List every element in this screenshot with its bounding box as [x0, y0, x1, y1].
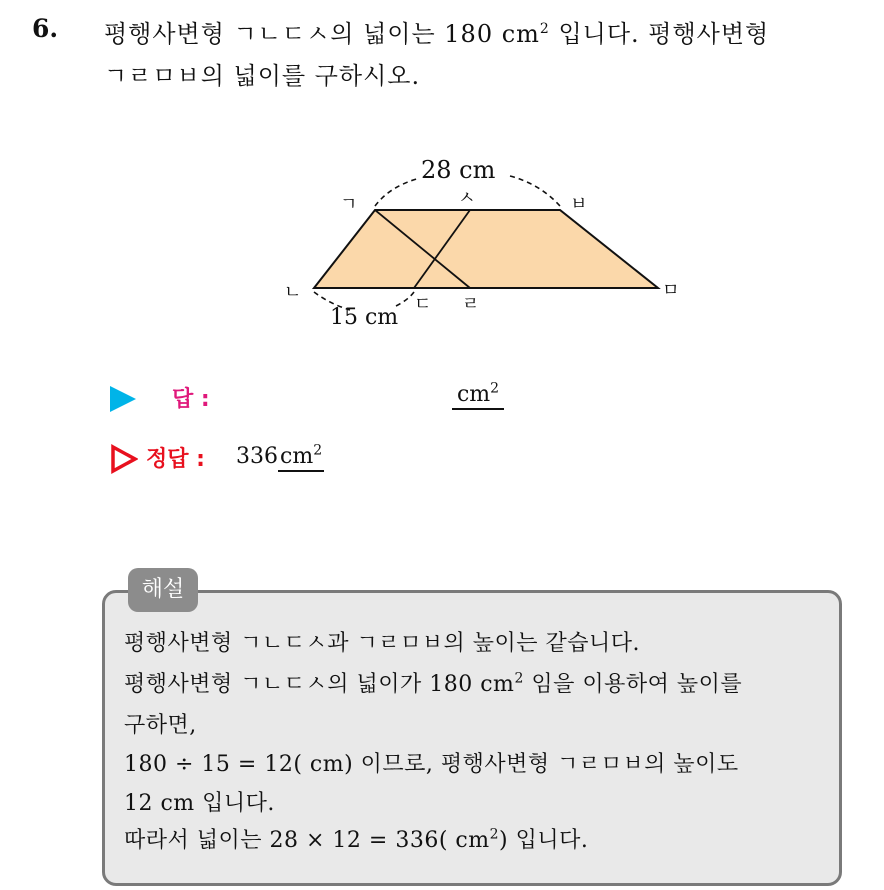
question-number: 6. [32, 14, 59, 43]
explanation-text-part: 평행사변형 ㄱㄴㄷㅅ의 넓이가 180 cm [124, 672, 515, 697]
correct-answer-unit-wrap [278, 444, 324, 472]
trapezoid-shape [314, 210, 658, 288]
bottom-dimension-arc [396, 292, 414, 306]
superscript: 2 [313, 442, 323, 459]
vertex-label-g: ㄱ [340, 194, 358, 215]
vertex-label-d: ㄷ [414, 294, 432, 315]
explanation-line-6 [124, 823, 588, 854]
vertex-label-b: ㅂ [570, 194, 588, 215]
answer-blank[interactable] [452, 382, 504, 410]
explanation-line-1: 평행사변형 ㄱㄴㄷㅅ과 ㄱㄹㅁㅂ의 높이는 같습니다. [124, 631, 641, 656]
vertex-label-r: ㄹ [462, 294, 480, 315]
explanation-line-3: 구하면, [124, 713, 197, 738]
parallelogram-figure [270, 148, 710, 338]
play-triangle-icon [110, 386, 136, 412]
vertex-label-m: ㅁ [662, 280, 680, 301]
explanation-tag: 해설 [128, 568, 198, 612]
top-dimension-arc [375, 178, 420, 206]
question-text-line-2: ㄱㄹㅁㅂ의 넓이를 구하시오. [104, 62, 421, 90]
vertex-label-n: ㄴ [284, 282, 302, 303]
explanation-line-2 [124, 667, 742, 698]
correct-answer-label: 정답 : [146, 447, 205, 472]
superscript: 2 [539, 21, 550, 37]
explanation-text-part: 따라서 넓이는 28 × 12 = 336( cm [124, 828, 490, 853]
explanation-text-part: ) 입니다. [499, 828, 589, 853]
superscript: 2 [490, 380, 500, 397]
question-text-line-1 [104, 14, 769, 49]
correct-answer-value: 336 [236, 444, 278, 469]
bottom-length-label: 15 cm [330, 305, 399, 330]
vertex-label-s: ㅅ [458, 188, 476, 209]
correct-answer-value-wrap [236, 444, 324, 469]
explanation-line-4: 180 ÷ 15 = 12( cm) 이므로, 평행사변형 ㄱㄹㅁㅂ의 높이도 [124, 752, 739, 777]
top-dimension-arc [510, 176, 560, 206]
explanation-line-5: 12 cm 입니다. [124, 791, 275, 816]
superscript: 2 [489, 826, 499, 843]
question-text-part: 평행사변형 ㄱㄴㄷㅅ의 넓이는 180 cm [104, 20, 540, 48]
outline-triangle-icon [110, 444, 138, 474]
answer-unit: cm [456, 382, 491, 407]
explanation-text-part: 임을 이용하여 높이를 [523, 672, 743, 697]
correct-answer-unit: cm [280, 444, 314, 469]
top-length-label: 28 cm [421, 156, 496, 184]
answer-label: 답 : [172, 387, 210, 412]
question-text-part: 입니다. 평행사변형 [549, 20, 770, 48]
superscript: 2 [514, 670, 524, 687]
